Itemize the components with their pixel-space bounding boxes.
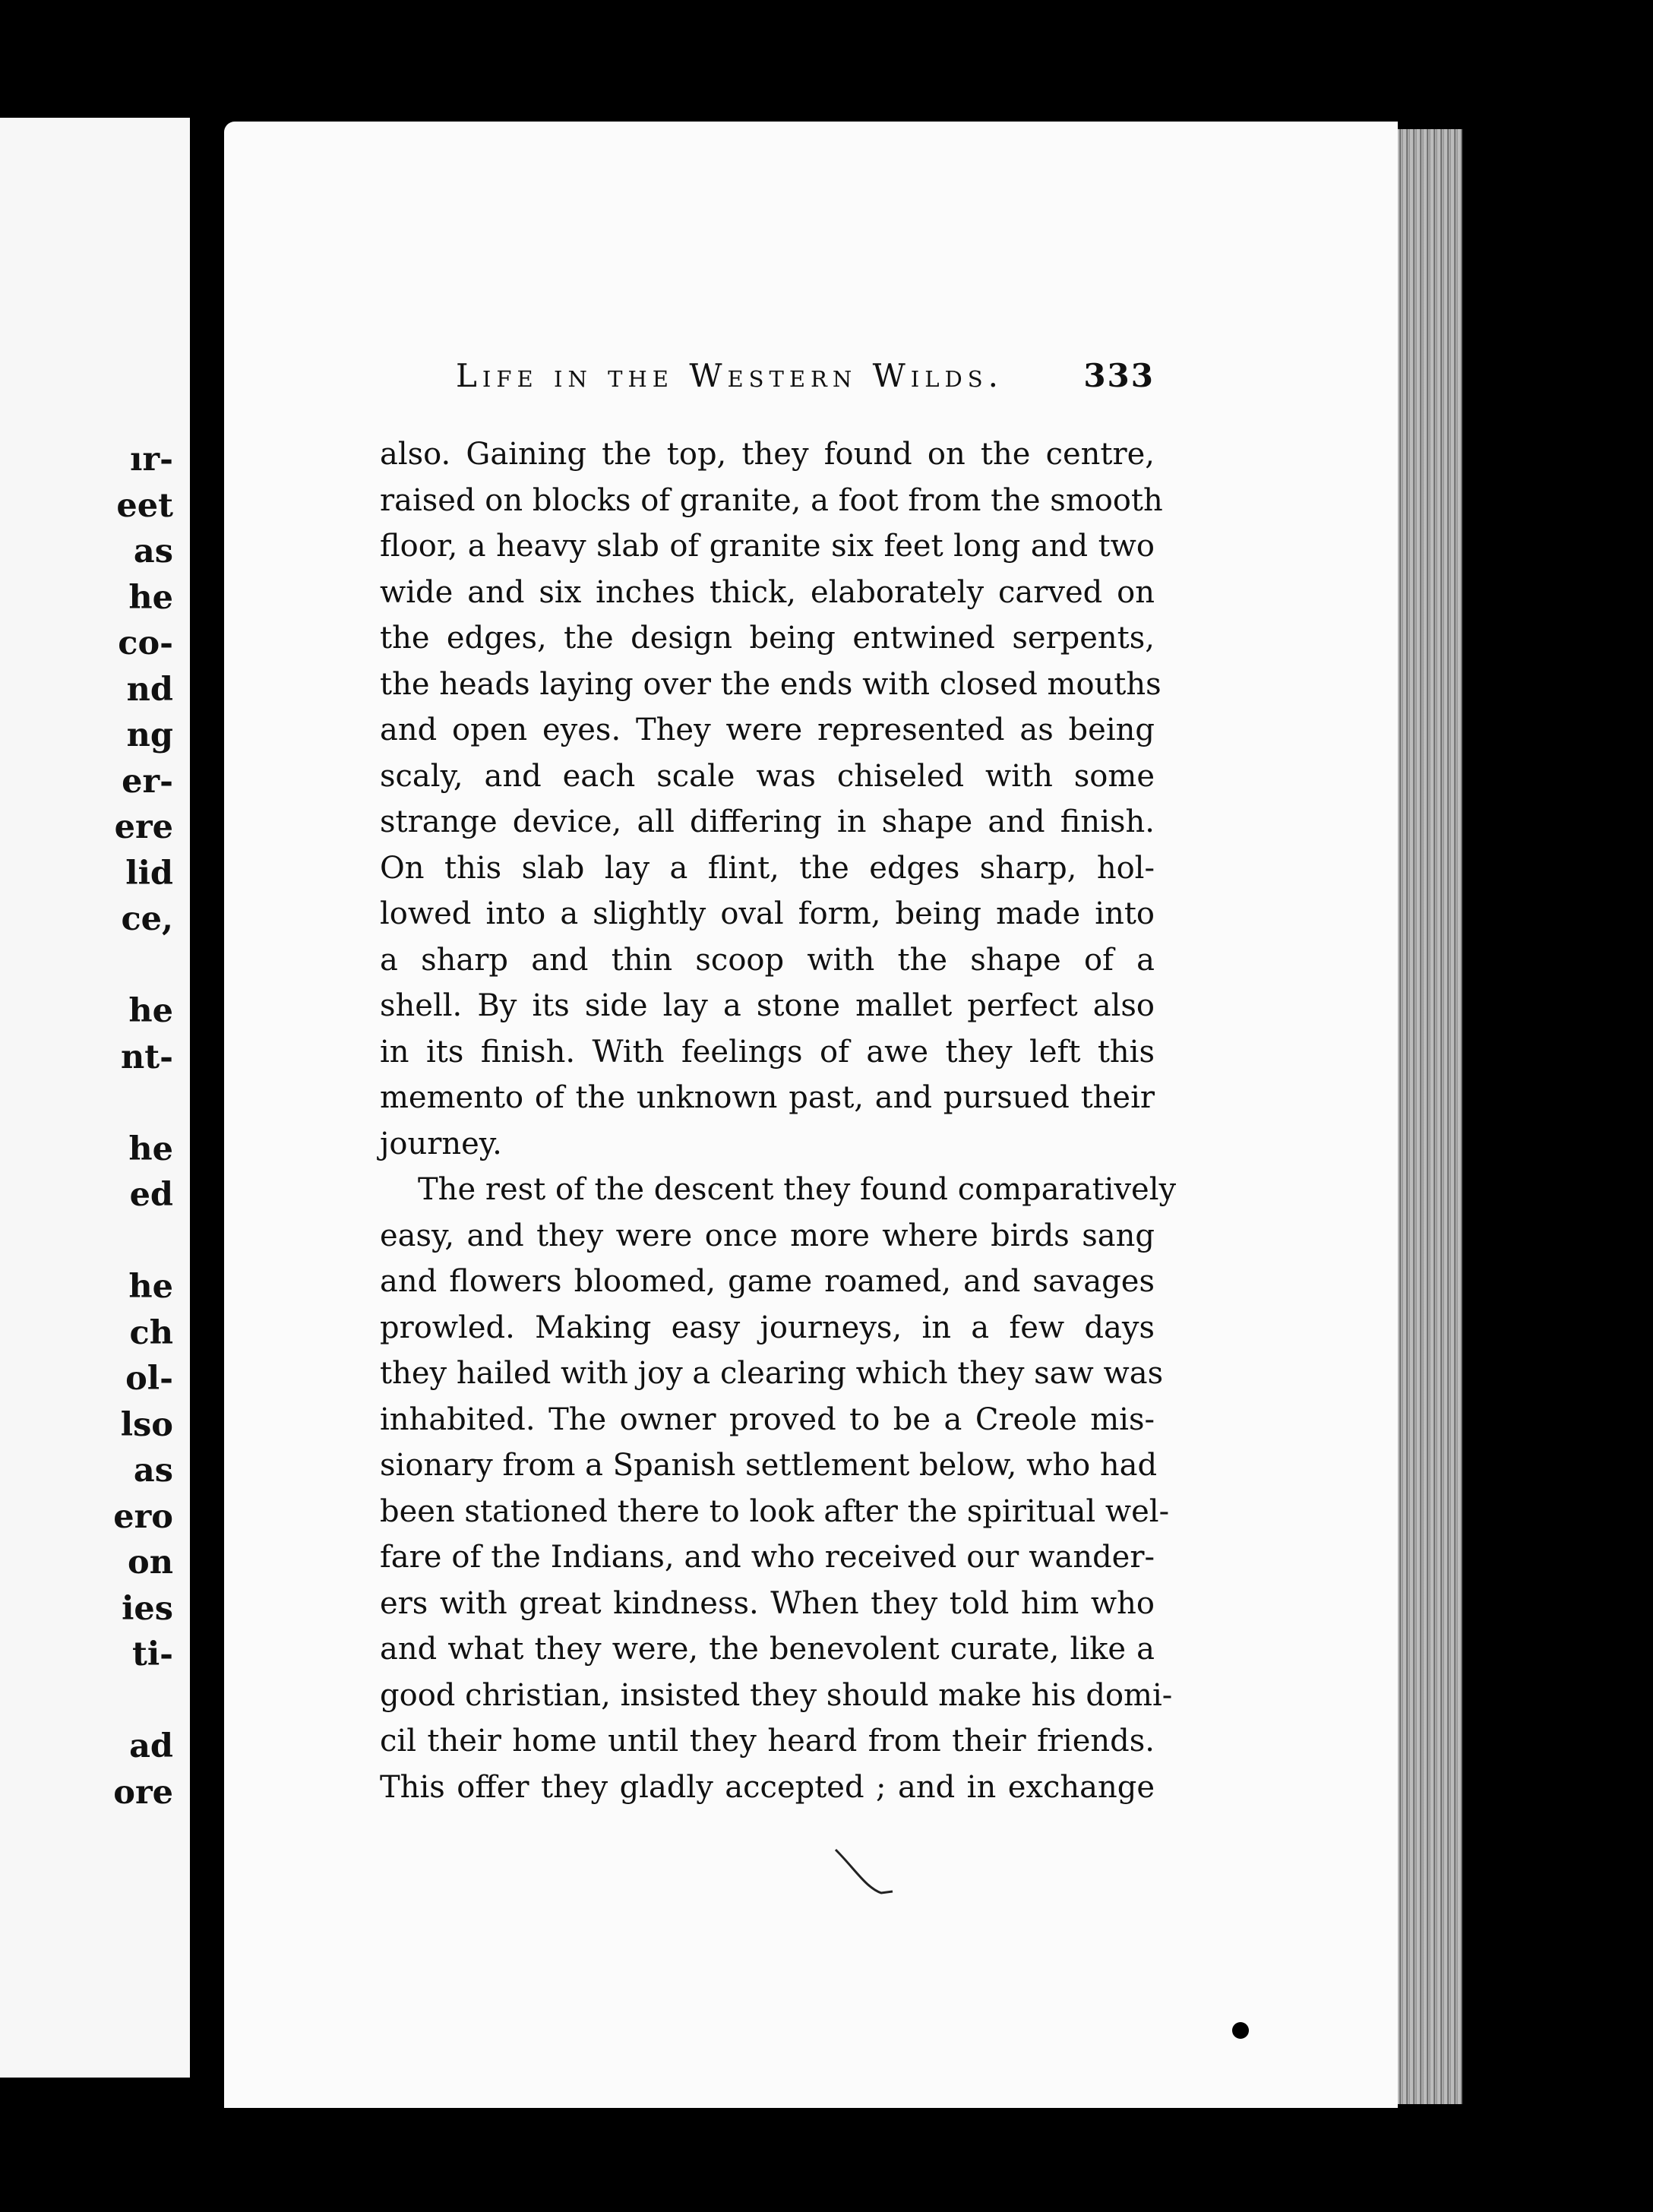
text-line: The rest of the descent they found comparatively <box>418 1172 1177 1207</box>
gutter-shadow <box>190 114 228 2089</box>
previous-page-fragments <box>113 437 173 1815</box>
previous-page-fragment <box>113 1080 173 1127</box>
page-number: 333 <box>1083 357 1155 394</box>
previous-page-fragment: ore <box>113 1773 173 1812</box>
text-line: been stationed there to look after the spiritual wel- <box>380 1493 1170 1529</box>
text-line: good christian, insisted they should make his domi- <box>380 1677 1173 1713</box>
text-line: prowled. Making easy journeys, in a few days <box>380 1310 1155 1345</box>
text-line: the heads laying over the ends with closed mouths <box>380 666 1162 702</box>
previous-page-fragment: ce, <box>121 900 173 938</box>
previous-page-fragment: ch <box>129 1313 173 1352</box>
text-line: inhabited. The owner proved to be a Creole mis- <box>380 1401 1155 1437</box>
text-line: On this slab lay a flint, the edges sharp, hol- <box>380 850 1155 886</box>
text-line: scaly, and each scale was chiseled with some <box>380 758 1155 794</box>
previous-page-fragment: eet <box>116 486 173 525</box>
body-text <box>380 431 1177 1810</box>
text-line: This offer they gladly accepted ; and in exchange <box>380 1769 1155 1805</box>
text-line: floor, a heavy slab of granite six feet long and two <box>380 529 1155 564</box>
text-line: the edges, the design being entwined serpents, <box>380 621 1155 656</box>
previous-page-fragment: on <box>128 1544 173 1582</box>
previous-page-fragment: he <box>128 992 173 1030</box>
previous-page-fragment: ad <box>129 1727 173 1765</box>
text-line: also. Gaining the top, they found on the centre, <box>380 437 1155 472</box>
text-line: shell. By its side lay a stone mallet perfect also <box>380 988 1155 1023</box>
previous-page-fragment: ed <box>129 1176 173 1214</box>
previous-page-fragment <box>113 1218 173 1265</box>
previous-page-fragment: he <box>128 1130 173 1168</box>
running-title: Life in the Western Wilds. <box>456 357 1003 394</box>
previous-page-fragment: nt- <box>121 1038 173 1076</box>
previous-page-fragment: ng <box>126 716 173 754</box>
previous-page-fragment <box>113 1678 173 1724</box>
text-line: a sharp and thin scoop with the shape of a <box>380 942 1155 978</box>
running-head <box>456 357 1155 394</box>
text-line: lowed into a slightly oval form, being made into <box>380 896 1155 931</box>
previous-page-fragment: ır- <box>130 441 173 479</box>
text-line: sionary from a Spanish settlement below, who had <box>380 1448 1158 1483</box>
previous-page-fragment: as <box>133 532 173 570</box>
text-line: ers with great kindness. When they told him who <box>380 1585 1155 1621</box>
ink-mark <box>832 1846 908 1899</box>
text-line: strange device, all differing in shape and finish. <box>380 804 1155 839</box>
previous-page-fragment <box>113 943 173 989</box>
text-line: wide and six inches thick, elaborately carved on <box>380 574 1155 610</box>
previous-page-edge <box>0 118 190 2078</box>
text-line: raised on blocks of granite, a foot from the smooth <box>380 482 1163 518</box>
previous-page-fragment: ero <box>113 1497 173 1536</box>
ink-speck <box>1232 2022 1249 2039</box>
previous-page-fragment: he <box>128 578 173 617</box>
text-line: they hailed with joy a clearing which they saw was <box>380 1356 1164 1391</box>
previous-page-fragment: er- <box>122 762 173 801</box>
text-line: in its finish. With feelings of awe they left this <box>380 1034 1155 1070</box>
previous-page-fragment: ol- <box>125 1360 173 1398</box>
previous-page-fragment: co- <box>118 624 173 662</box>
previous-page-fragment: he <box>128 1268 173 1306</box>
text-line: journey. <box>380 1126 502 1161</box>
text-line: cil their home until they heard from their friends. <box>380 1724 1155 1759</box>
previous-page-fragment: ies <box>122 1589 173 1628</box>
text-line: memento of the unknown past, and pursued their <box>380 1080 1155 1115</box>
text-line: fare of the Indians, and who received our wander- <box>380 1540 1155 1575</box>
previous-page-fragment: as <box>133 1452 173 1490</box>
text-line: easy, and they were once more where birds sang <box>380 1218 1155 1253</box>
previous-page-fragment: ti- <box>131 1635 173 1673</box>
previous-page-fragment: lso <box>120 1405 173 1444</box>
text-line: and open eyes. They were represented as being <box>380 713 1155 747</box>
previous-page-fragment: ere <box>114 808 173 846</box>
previous-page-fragment: nd <box>126 670 173 709</box>
page-edges <box>1390 129 1462 2104</box>
text-line: and what they were, the benevolent curate, like a <box>380 1632 1155 1667</box>
text-line: and flowers bloomed, game roamed, and savages <box>380 1264 1155 1299</box>
previous-page-fragment: lid <box>125 854 173 893</box>
